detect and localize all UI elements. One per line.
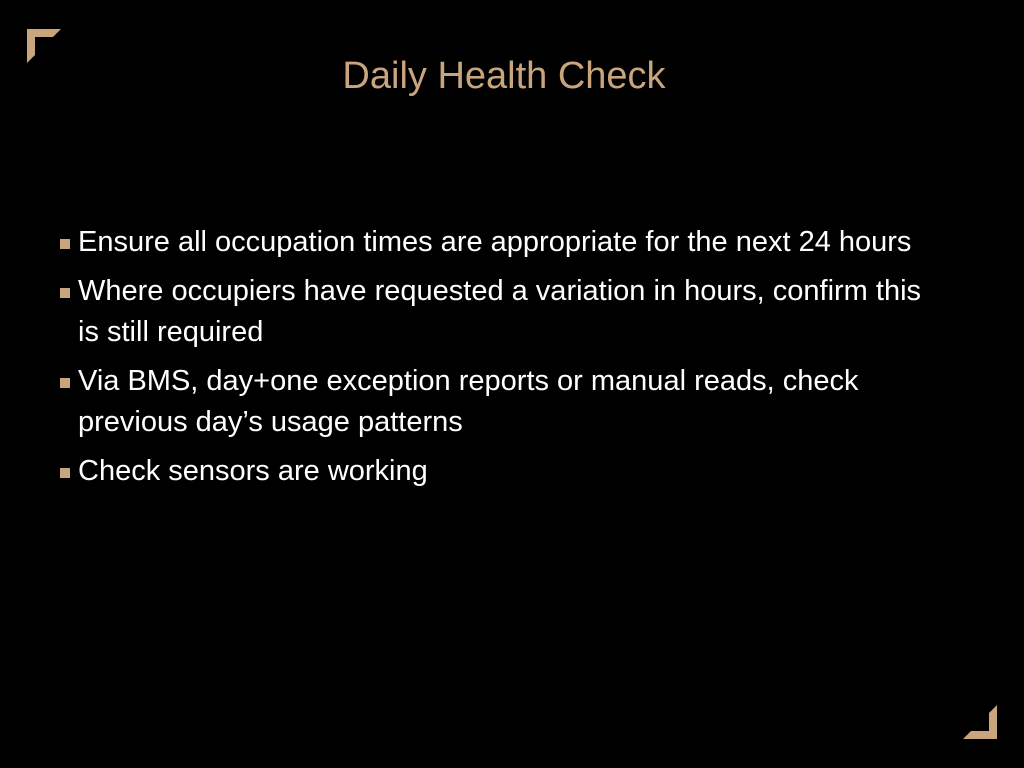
bullet-text: Check sensors are working (78, 455, 428, 487)
bullet-text: Ensure all occupation times are appropriate for the next 24 hours (78, 226, 912, 258)
bullet-item (58, 361, 938, 443)
slide-title: Daily Health Check (342, 55, 666, 97)
corner-bracket-bottom-right-icon (963, 705, 997, 739)
bullet-text: Where occupiers have requested a variation in hours, confirm this is still required (78, 275, 922, 348)
square-bullet-icon (60, 239, 70, 249)
square-bullet-icon (60, 378, 70, 388)
square-bullet-icon (60, 468, 70, 478)
bullet-text: Via BMS, day+one exception reports or manual reads, check previous day’s usage patterns (78, 365, 859, 438)
bullet-list (58, 222, 938, 500)
bullet-item (58, 222, 938, 263)
bullet-item (58, 271, 938, 353)
bullet-item (58, 451, 938, 492)
square-bullet-icon (60, 288, 70, 298)
